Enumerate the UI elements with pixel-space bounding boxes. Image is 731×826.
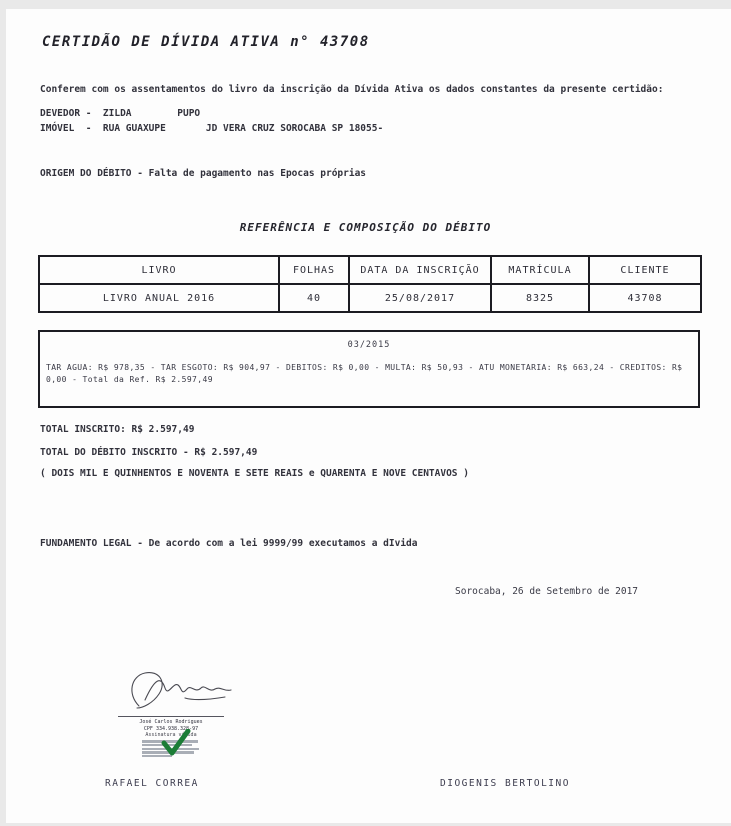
- certificate-title: CERTIDÃO DE DÍVIDA ATIVA n° 43708: [42, 34, 370, 50]
- signer-name-right: DIOGENIS BERTOLINO: [440, 778, 570, 789]
- col-header-matricula: MATRÍCULA: [491, 256, 589, 284]
- total-debito-line: TOTAL DO DÉBITO INSCRITO - R$ 2.597,49: [40, 447, 258, 458]
- table-data-row: [39, 284, 701, 312]
- debt-origin-line: ORIGEM DO DÉBITO - Falta de pagamento nas Epocas próprias: [40, 168, 367, 179]
- amount-in-words-line: ( DOIS MIL E QUINHENTOS E NOVENTA E SETE REAIS e QUARENTA E NOVE CENTAVOS ): [40, 468, 469, 479]
- cell-folhas: 40: [279, 284, 349, 312]
- handwritten-signature: [125, 668, 235, 718]
- col-header-livro: LIVRO: [39, 256, 279, 284]
- signer-cpf: CPF 334.938.328-97: [143, 725, 199, 732]
- debtor-line: DEVEDOR - ZILDA PUPO: [40, 108, 201, 119]
- property-line: IMÓVEL - RUA GUAXUPE JD VERA CRUZ SOROCABA SP 18055-: [40, 123, 384, 134]
- reference-period: 03/2015: [347, 340, 391, 350]
- signer-name-left: RAFAEL CORREA: [105, 778, 199, 789]
- reference-detail-text: TAR AGUA: R$ 978,35 - TAR ESGOTO: R$ 904,97 - DEBITOS: R$ 0,00 - MULTA: R$ 50,93 - ATU MONETARIA: R$ 663,24 - CREDITOS: R$ 0,00 - Total da Ref. R$ 2.597,49: [46, 363, 683, 384]
- valid-checkmark-icon: [158, 729, 192, 757]
- debt-registration-table: [38, 255, 702, 313]
- cell-livro: LIVRO ANUAL 2016: [39, 284, 279, 312]
- col-header-data-inscricao: DATA DA INSCRIÇÃO: [349, 256, 491, 284]
- section-heading-reference: REFERÊNCIA E COMPOSIÇÃO DO DÉBITO: [239, 221, 492, 234]
- cell-cliente: 43708: [589, 284, 701, 312]
- legal-basis-line: FUNDAMENTO LEGAL - De acordo com a lei 9999/99 executamos a dIvida: [40, 538, 418, 549]
- city-date-line: Sorocaba, 26 de Setembro de 2017: [455, 586, 639, 597]
- signature-rule: [118, 716, 224, 717]
- total-inscrito-line: TOTAL INSCRITO: R$ 2.597,49: [40, 424, 195, 435]
- signer-name: José Carlos Rodrigues: [139, 719, 203, 725]
- col-header-cliente: CLIENTE: [589, 256, 701, 284]
- cell-matricula: 8325: [491, 284, 589, 312]
- cell-data-inscricao: 25/08/2017: [349, 284, 491, 312]
- reference-composition-box: [38, 330, 700, 408]
- table-header-row: [39, 256, 701, 284]
- intro-statement: Conferem com os assentamentos do livro da inscrição da Dívida Ativa os dados constantes da presente certidão:: [40, 84, 664, 95]
- signature-validity-text: Assinatura válida: [145, 732, 197, 738]
- col-header-folhas: FOLHAS: [279, 256, 349, 284]
